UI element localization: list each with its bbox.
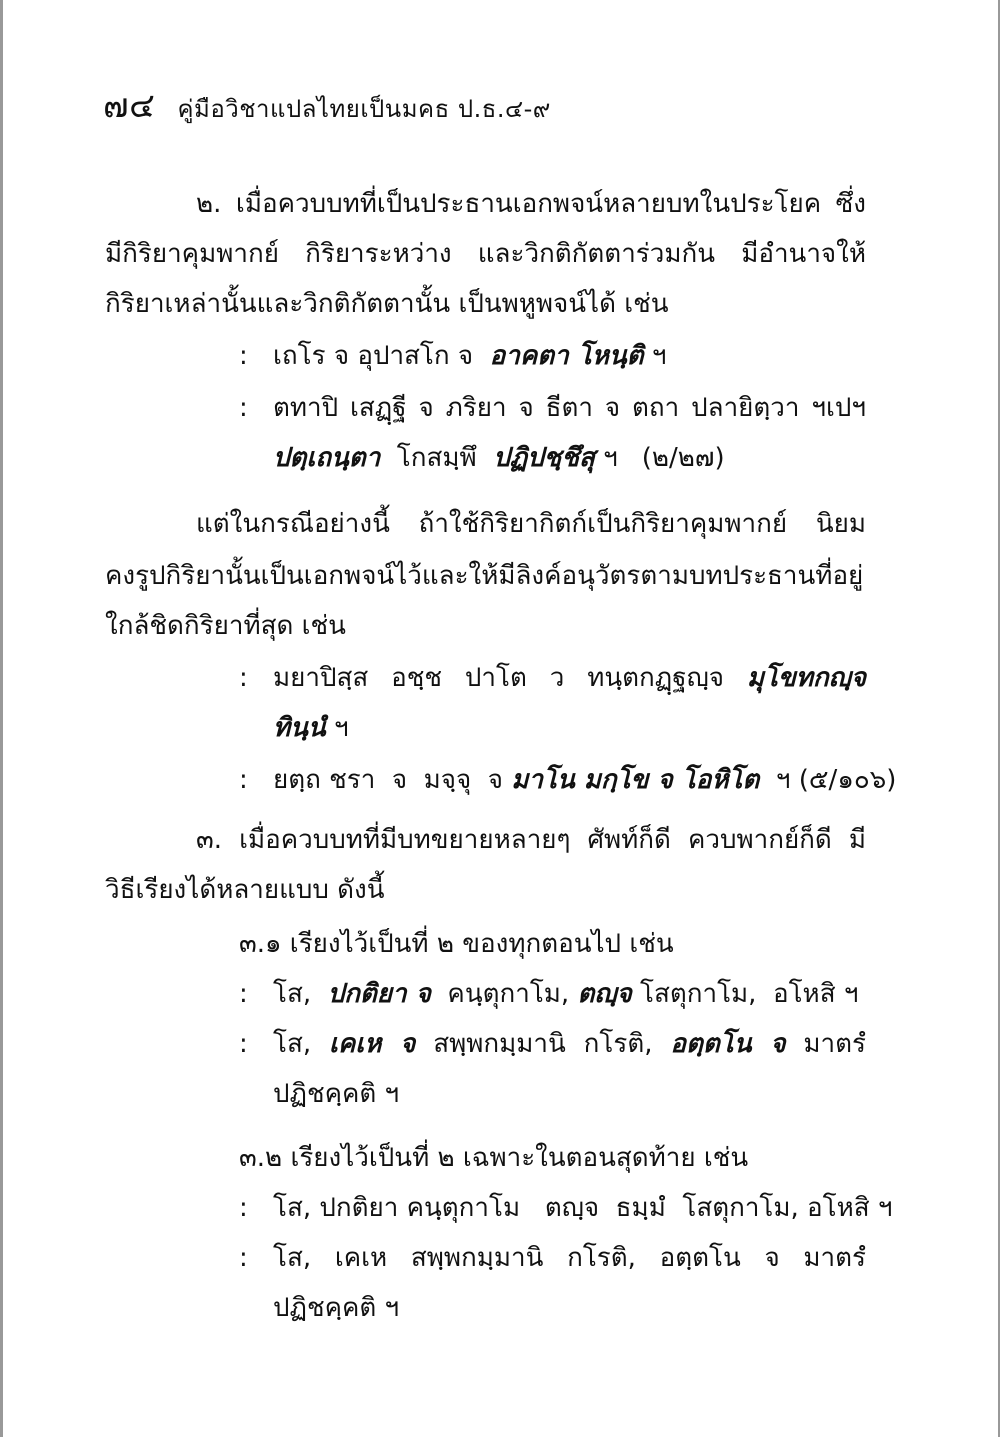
example-text: ฯ	[759, 765, 799, 795]
bold-phrase: ปกติยา จ	[327, 979, 431, 1009]
bold-phrase: อาคตา โหนฺติ	[489, 341, 644, 371]
example-line	[239, 1188, 893, 1228]
bold-phrase: ทินฺนํ	[273, 713, 326, 743]
example-line	[239, 1024, 866, 1064]
bold-phrase: ปฏิปชฺชึสุ	[493, 443, 595, 473]
example-text: โส,	[273, 1029, 330, 1059]
example-line	[239, 388, 866, 428]
example-text: มาตรํ	[803, 1029, 866, 1059]
example-line	[239, 974, 858, 1014]
bold-phrase: ตญฺจ	[577, 979, 632, 1009]
example-line	[273, 708, 349, 748]
example-line	[273, 438, 725, 478]
example-text: เถโร จ อุปาสโก จ	[273, 341, 474, 371]
example-text: โส, เคเห สพฺพกมฺมานิ กโรติ, อตฺตโน จ มาตรํ	[273, 1243, 866, 1273]
example-text: ยตฺถ ชรา จ มจฺจุ จ	[273, 765, 512, 795]
paragraph-line: คงรูปกิริยานั้นเป็นเอกพจน์ไว้และให้มีลิงค์อนุวัตรตามบทประธานที่อยู่	[105, 561, 864, 591]
colon-marker: :	[239, 341, 248, 371]
reference-number: (๕/๑๐๖)	[798, 765, 897, 795]
colon-marker: :	[239, 663, 248, 693]
example-text: โส,	[273, 979, 328, 1009]
bold-phrase: เคเห จ	[329, 1029, 416, 1059]
example-line: ปฏิชคฺคติ ฯ	[273, 1293, 400, 1323]
example-line: ปฏิชคฺคติ ฯ	[273, 1079, 400, 1109]
colon-marker: :	[239, 1243, 248, 1273]
bold-phrase: อตฺตโน จ	[670, 1029, 786, 1059]
paragraph-line: ๒. เมื่อควบบทที่เป็นประธานเอกพจน์หลายบทในประโยค ซึ่ง	[196, 189, 866, 219]
example-line	[239, 1238, 866, 1278]
book-title: คู่มือวิชาแปลไทยเป็นมคธ ป.ธ.๔-๙	[177, 95, 551, 123]
example-line	[239, 760, 897, 800]
colon-marker: :	[239, 1029, 248, 1059]
example-line	[239, 336, 666, 376]
subsection-heading: ๓.๑ เรียงไว้เป็นที่ ๒ ของทุกตอนไป เช่น	[239, 929, 674, 959]
page-number: ๗๔	[103, 86, 156, 126]
bold-phrase: มุโขทกญฺจ	[746, 663, 866, 693]
example-text: ฯ	[325, 713, 349, 743]
paragraph-line: ๓. เมื่อควบบทที่มีบทขยายหลายๆ ศัพท์ก็ดี ควบพากย์ก็ดี มี	[196, 825, 866, 855]
example-text: โกสมฺพึ	[380, 443, 494, 473]
example-text: ฯ	[643, 341, 667, 371]
example-text: ตทาปิ เสฏฺฐี จ ภริยา จ ธีตา จ ตถา ปลายิตฺวา ฯเปฯ	[273, 393, 866, 423]
example-text: คนฺตุกาโม,	[430, 979, 578, 1009]
colon-marker: :	[239, 979, 248, 1009]
bold-phrase: มาโน มกฺโข จ โอหิโต	[511, 765, 760, 795]
page-header	[103, 78, 551, 132]
paragraph-line: วิธีเรียงได้หลายแบบ ดังนี้	[105, 875, 385, 905]
example-text: โสตุกาโม, อโหสิ ฯ	[631, 979, 859, 1009]
paragraph-line: กิริยาเหล่านั้นและวิกติกัตตานั้น เป็นพหูพจน์ได้ เช่น	[105, 289, 669, 319]
reference-number: (๒/๒๗)	[641, 443, 725, 473]
colon-marker: :	[239, 393, 248, 423]
paragraph-line: มีกิริยาคุมพากย์ กิริยาระหว่าง และวิกติกัตตาร่วมกัน มีอำนาจให้	[105, 239, 866, 269]
colon-marker: :	[239, 1193, 248, 1223]
subsection-heading: ๓.๒ เรียงไว้เป็นที่ ๒ เฉพาะในตอนสุดท้าย เช่น	[239, 1143, 749, 1173]
example-line	[239, 658, 866, 698]
example-text: สพฺพกมฺมานิ กโรติ,	[433, 1029, 671, 1059]
example-text: มยาปิสฺส อชฺช ปาโต ว ทนฺตกฏฺฐญฺจ	[273, 663, 724, 693]
paragraph-line: ใกล้ชิดกิริยาที่สุด เช่น	[105, 611, 346, 641]
example-text: โส, ปกติยา คนฺตุกาโม ตญฺจ ธมฺมํ โสตุกาโม, อโหสิ ฯ	[273, 1193, 893, 1223]
paragraph-line: แต่ในกรณีอย่างนี้ ถ้าใช้กิริยากิตก์เป็นกิริยาคุมพากย์ นิยม	[196, 509, 866, 539]
bold-phrase: ปตฺเถนฺตา	[273, 443, 381, 473]
example-text: ฯ	[594, 443, 618, 473]
colon-marker: :	[239, 765, 248, 795]
